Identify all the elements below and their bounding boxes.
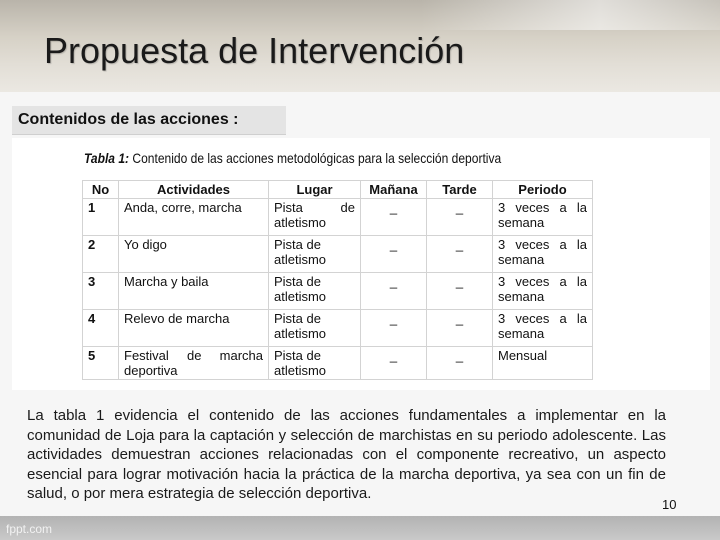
header-place: Lugar bbox=[269, 181, 361, 199]
header-activities: Actividades bbox=[119, 181, 269, 199]
table-row bbox=[83, 273, 593, 310]
row-morning: _ bbox=[361, 199, 427, 236]
body-paragraph: La tabla 1 evidencia el contenido de las acciones fundamentales a implementar en la comunidad de Loja para la captación y selección de marchistas en su periodo adolescente. Las actividades demuestran acciones relacionadas con el componente recreativo, un aspecto esencial para lograr motivación hacia la práctica de la marcha deportiva, ya sea con un fin de salud, o por mera estrategia de selección deportiva. bbox=[27, 407, 666, 502]
row-activity: Marcha y baila bbox=[119, 273, 269, 310]
footer-band bbox=[0, 516, 720, 540]
row-activity: Anda, corre, marcha bbox=[119, 199, 269, 236]
slide-title: Propuesta de Intervención bbox=[44, 30, 465, 71]
header-afternoon: Tarde bbox=[427, 181, 493, 199]
row-place: Pista de atletismo bbox=[269, 273, 361, 310]
row-afternoon: _ bbox=[427, 273, 493, 310]
row-activity: Festival de marcha deportiva bbox=[119, 347, 269, 380]
table-row bbox=[83, 199, 593, 236]
row-number: 3 bbox=[83, 273, 119, 310]
row-place: Pista de atletismo bbox=[269, 347, 361, 380]
row-afternoon: _ bbox=[427, 199, 493, 236]
row-period: 3 veces a la semana bbox=[493, 199, 593, 236]
row-morning: _ bbox=[361, 347, 427, 380]
subtitle-text: Contenidos de las acciones : bbox=[18, 111, 239, 128]
page-number: 10 bbox=[662, 497, 677, 512]
row-period: 3 veces a la semana bbox=[493, 273, 593, 310]
table-figure bbox=[12, 138, 710, 390]
table-caption bbox=[84, 150, 501, 166]
row-activity: Relevo de marcha bbox=[119, 310, 269, 347]
row-number: 1 bbox=[83, 199, 119, 236]
table-row bbox=[83, 310, 593, 347]
row-afternoon: _ bbox=[427, 347, 493, 380]
row-place: Pista de atletismo bbox=[269, 310, 361, 347]
table-caption-text: Contenido de las acciones metodológicas para la selección deportiva bbox=[129, 150, 502, 166]
subtitle-box bbox=[12, 106, 286, 135]
table-row bbox=[83, 347, 593, 380]
row-afternoon: _ bbox=[427, 310, 493, 347]
row-morning: _ bbox=[361, 273, 427, 310]
activities-table bbox=[82, 180, 593, 380]
row-morning: _ bbox=[361, 310, 427, 347]
title-band bbox=[0, 0, 720, 92]
row-period: 3 veces a la semana bbox=[493, 236, 593, 273]
row-number: 5 bbox=[83, 347, 119, 380]
row-place: Pista de atletismo bbox=[269, 199, 361, 236]
table-caption-label: Tabla 1: bbox=[84, 150, 130, 166]
table-row bbox=[83, 236, 593, 273]
row-morning: _ bbox=[361, 236, 427, 273]
row-afternoon: _ bbox=[427, 236, 493, 273]
row-period: 3 veces a la semana bbox=[493, 310, 593, 347]
header-period: Periodo bbox=[493, 181, 593, 199]
row-place: Pista de atletismo bbox=[269, 236, 361, 273]
row-activity: Yo digo bbox=[119, 236, 269, 273]
header-no: No bbox=[83, 181, 119, 199]
row-number: 2 bbox=[83, 236, 119, 273]
table-header-row bbox=[83, 181, 593, 199]
header-morning: Mañana bbox=[361, 181, 427, 199]
row-period: Mensual bbox=[493, 347, 593, 380]
row-number: 4 bbox=[83, 310, 119, 347]
footer-watermark: fppt.com bbox=[6, 522, 53, 536]
